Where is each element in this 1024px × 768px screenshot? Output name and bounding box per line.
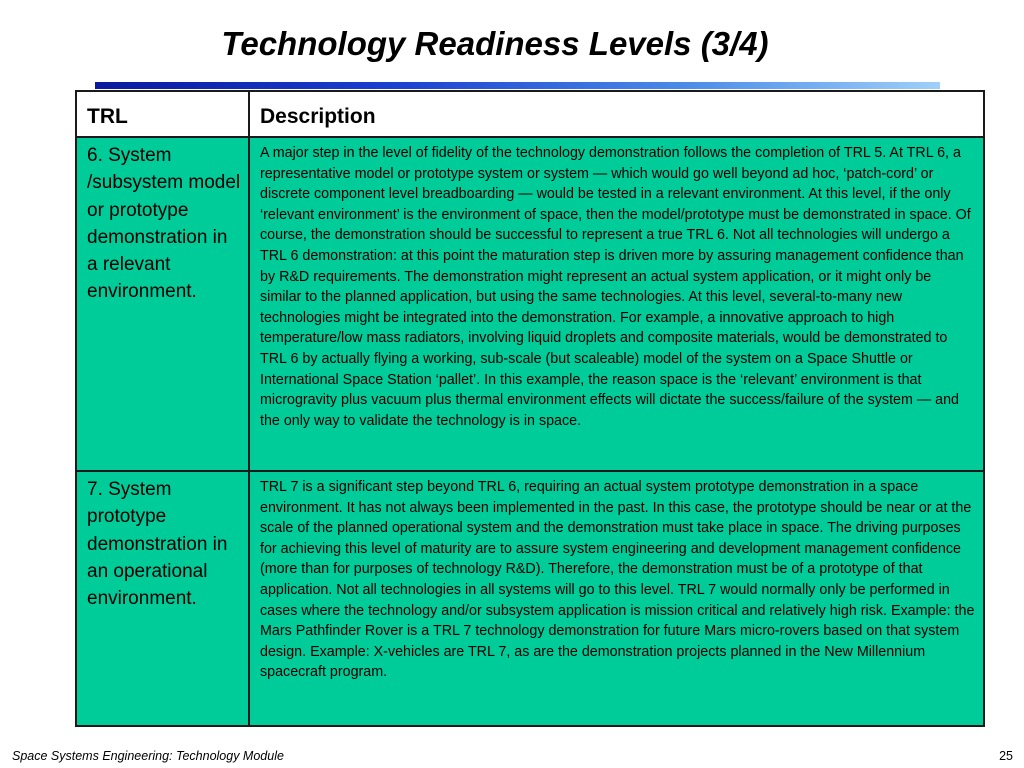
table-row [76, 471, 984, 726]
trl-table [75, 90, 985, 727]
description-cell: TRL 7 is a significant step beyond TRL 6, requiring an actual system prototype demonstration in a space environment. It has not always been implemented in the past. In this case, the prototype should be near or at the scale of the planned operational system and the demonstration must take place in space. The driving purposes for achieving this level of maturity are to assure system engineering and development management confidence (more than for purposes of technology R&D). Therefore, the demonstration must be of a prototype of that application. Not all technologies in all systems will go to this level. TRL 7 would normally only be performed in cases where the technology and/or subsystem application is mission critical and relatively high risk. Example: the Mars Pathfinder Rover is a TRL 7 technology demonstration for future Mars micro-rovers based on that system design. Example: X-vehicles are TRL 7, as are the demonstration projects planned in the New Millennium spacecraft program. [249, 471, 984, 726]
trl-level-cell: 7. System prototype demonstration in an operational environment. [76, 471, 249, 726]
header-description: Description [249, 91, 984, 137]
description-cell: A major step in the level of fidelity of the technology demonstration follows the completion of TRL 5. At TRL 6, a representative model or prototype system or system — which would go well beyond ad hoc, ‘patch-cord’ or discrete component level breadboarding — would be tested in a relevant environment. At this level, if the only ‘relevant environment’ is the environment of space, then the model/prototype must be demonstrated in space. Of course, the demonstration should be successful to represent a true TRL 6. Not all technologies will undergo a TRL 6 demonstration: at this point the maturation step is driven more by assuring management confidence than by R&D requirements. The demonstration might represent an actual system application, or it might only be similar to the planned application, but using the same technologies. At this level, several-to-many new technologies might be integrated into the demonstration. For example, a innovative approach to high temperature/low mass radiators, involving liquid droplets and composite materials, would be demonstrated to TRL 6 by actually flying a working, sub-scale (but scaleable) model of the system on a Space Shuttle or International Space Station ‘pallet’. In this example, the reason space is the ‘relevant’ environment is that microgravity plus vacuum plus thermal environment effects will dictate the success/failure of the system — and the only way to validate the technology is in space. [249, 137, 984, 471]
header-trl: TRL [76, 91, 249, 137]
trl-level-cell: 6. System /subsystem model or prototype demonstration in a relevant environment. [76, 137, 249, 471]
table-row [76, 137, 984, 471]
slide-title: Technology Readiness Levels (3/4) [221, 25, 769, 62]
footer-course-title: Space Systems Engineering: Technology Module [12, 749, 284, 763]
page-number: 25 [999, 749, 1013, 763]
table-header-row [76, 91, 984, 137]
title-underline-bar [95, 82, 940, 89]
